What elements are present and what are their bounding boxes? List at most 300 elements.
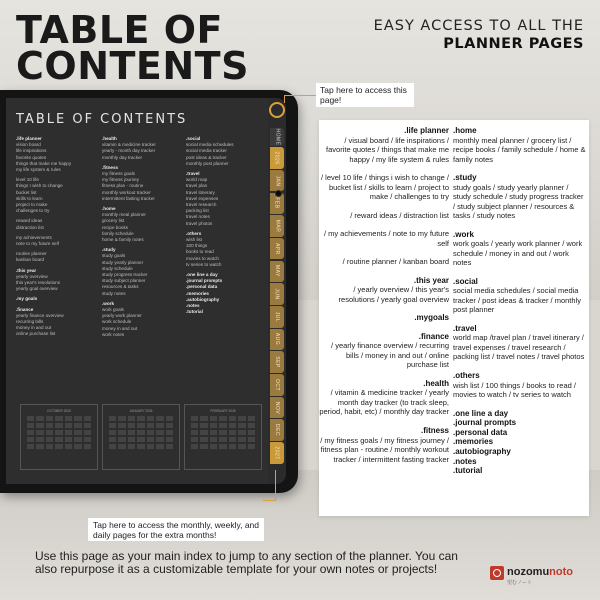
calendar-day-cell[interactable]	[27, 444, 34, 449]
calendar-day-cell[interactable]	[156, 437, 163, 442]
screen-section-heading[interactable]: .life planner	[16, 136, 42, 141]
tab-may[interactable]	[270, 261, 284, 283]
panel-section-items: / routine planner / kanban board	[342, 257, 449, 267]
tab-2027[interactable]	[270, 442, 284, 464]
screen-link-item[interactable]: recipe books	[102, 224, 129, 230]
calendar-day-cell[interactable]	[36, 444, 43, 449]
calendar-day-cell[interactable]	[128, 444, 135, 449]
screen-section-heading[interactable]: .journal prompts	[186, 278, 223, 284]
calendar-day-cell[interactable]	[137, 430, 144, 435]
tab-dec[interactable]	[270, 419, 284, 441]
screen-link-item[interactable]: wish list	[186, 237, 203, 243]
tab-label: 2027	[274, 446, 280, 460]
calendar-day-cell[interactable]	[248, 423, 255, 428]
tablet-device	[0, 90, 298, 493]
mini-calendar-3[interactable]	[184, 404, 262, 470]
calendar-day-cell[interactable]	[147, 416, 154, 421]
calendar-day-cell[interactable]	[84, 416, 91, 421]
calendar-day-cell[interactable]	[210, 416, 217, 421]
screen-link-item[interactable]: post ideas & tracker	[186, 154, 227, 160]
screen-link-item[interactable]: bucket list	[16, 189, 37, 195]
panel-section-heading: .this year	[413, 275, 449, 285]
panel-section-heading: .others	[453, 370, 480, 380]
calendar-day-cell[interactable]	[137, 416, 144, 421]
spacer	[319, 248, 449, 257]
screen-link-item[interactable]: yearly goal overview	[16, 286, 58, 292]
calendar-day-cell[interactable]	[156, 416, 163, 421]
calendar-day-cell[interactable]	[229, 430, 236, 435]
tagline-line-2: PLANNER PAGES	[443, 36, 584, 52]
panel-section-heading: .health	[423, 378, 449, 388]
calendar-day-cell[interactable]	[238, 430, 245, 435]
screen-link-item[interactable]: work schedule	[102, 319, 132, 325]
screen-link-item[interactable]: fitness plan - routine	[102, 183, 144, 189]
screen-link-item[interactable]: monthly day tracker	[102, 154, 143, 160]
screen-link-item[interactable]: skills to learn	[16, 195, 43, 201]
calendar-day-cell[interactable]	[109, 416, 116, 421]
screen-link-item[interactable]: travel photos	[186, 220, 213, 226]
screen-link-item[interactable]: study progress tracker	[102, 272, 148, 278]
calendar-day-cell[interactable]	[84, 444, 91, 449]
highlight-circle	[269, 102, 285, 118]
calendar-day-cell[interactable]	[84, 430, 91, 435]
calendar-day-cell[interactable]	[65, 423, 72, 428]
tab-oct[interactable]	[270, 374, 284, 396]
screen-link-item[interactable]: world map	[186, 177, 208, 183]
calendar-day-cell[interactable]	[166, 423, 173, 428]
screen-section-heading[interactable]: .tutorial	[186, 309, 203, 315]
calendar-day-cell[interactable]	[229, 444, 236, 449]
tablet-screen	[6, 98, 286, 484]
calendar-day-cell[interactable]	[84, 437, 91, 442]
calendar-day-cell[interactable]	[128, 437, 135, 442]
screen-link-item[interactable]: home & family notes	[102, 237, 144, 243]
screen-section-heading[interactable]: .fitness	[102, 164, 119, 170]
calendar-day-cell[interactable]	[55, 430, 62, 435]
tab-jun[interactable]	[270, 283, 284, 305]
panel-section-items: wish list / 100 things / books to read / movies to watch / tv series to watch	[453, 380, 576, 400]
tab-label: SEP	[273, 356, 280, 368]
panel-section-items: / my achievements / note to my future self	[323, 229, 449, 248]
page-title	[16, 8, 249, 88]
screen-link-item[interactable]: kanban board	[16, 257, 45, 263]
calendar-day-cell[interactable]	[137, 444, 144, 449]
calendar-day-cell[interactable]	[191, 444, 198, 449]
spacer	[453, 400, 587, 409]
calendar-day-cell[interactable]	[248, 416, 255, 421]
calendar-day-cell[interactable]	[128, 416, 135, 421]
calendar-day-cell[interactable]	[238, 416, 245, 421]
calendar-day-cell[interactable]	[156, 444, 163, 449]
calendar-day-cell[interactable]	[27, 416, 34, 421]
calendar-day-cell[interactable]	[210, 423, 217, 428]
screen-link-item[interactable]: challenges to try	[16, 208, 50, 214]
calendar-day-cell[interactable]	[46, 437, 53, 442]
spacer	[319, 417, 449, 426]
calendar-day-cell[interactable]	[156, 430, 163, 435]
calendar-day-cell[interactable]	[229, 423, 236, 428]
screen-link-item[interactable]: monthly workout tracker	[102, 189, 151, 195]
mini-calendar-2[interactable]	[102, 404, 180, 470]
panel-section-heading: .personal data	[453, 427, 508, 437]
screen-link-item[interactable]: social media schedules	[186, 142, 234, 148]
title-line-1: TABLE OF	[16, 8, 224, 52]
callout-line-bottom	[263, 500, 275, 501]
spacer	[453, 362, 587, 371]
panel-section-heading: .social	[453, 276, 478, 286]
panel-section-heading: .life planner	[404, 126, 449, 135]
panel-section-items: / level 10 life / things i wish to change / bucket list / skills to learn / project to make / challenges to try	[321, 173, 449, 202]
calendar-day-cell[interactable]	[219, 430, 226, 435]
tab-label: DEC	[274, 424, 280, 437]
tab-mar[interactable]	[270, 215, 284, 237]
screen-section-heading[interactable]: .work	[102, 300, 114, 306]
panel-section-heading: .work	[453, 229, 474, 239]
screen-link-item[interactable]: money in and out	[16, 325, 52, 331]
tab-label: HOME	[274, 128, 280, 146]
calendar-day-cell[interactable]	[65, 444, 72, 449]
tagline-line-1: EASY ACCESS TO ALL THE	[373, 18, 584, 34]
calendar-day-cell[interactable]	[65, 430, 72, 435]
tab-2026[interactable]	[270, 147, 284, 169]
tab-apr[interactable]	[270, 238, 284, 260]
calendar-day-cell[interactable]	[248, 444, 255, 449]
screen-section-heading[interactable]: .memories	[186, 290, 209, 296]
calendar-day-cell[interactable]	[147, 437, 154, 442]
calendar-day-cell[interactable]	[147, 430, 154, 435]
planner-page	[6, 98, 268, 484]
calendar-day-cell[interactable]	[147, 423, 154, 428]
screen-section-heading[interactable]: .notes	[186, 303, 200, 309]
calendar-day-cell[interactable]	[74, 444, 81, 449]
panel-section-heading: .home	[453, 126, 477, 135]
calendar-day-cell[interactable]	[166, 416, 173, 421]
tab-label: MAR	[274, 219, 280, 233]
screen-link-item[interactable]: travel itinerary	[186, 189, 215, 195]
calendar-day-cell[interactable]	[248, 430, 255, 435]
calendar-day-cell[interactable]	[238, 444, 245, 449]
callout-line-bottom-v	[275, 470, 276, 501]
screen-link-item[interactable]: vitamin & medicine tracker	[102, 142, 156, 148]
screen-section-heading[interactable]: .one line a day	[186, 272, 218, 278]
calendar-day-cell[interactable]	[219, 437, 226, 442]
panel-right-column	[453, 126, 587, 476]
screen-title: TABLE OF CONTENTS	[16, 112, 188, 127]
brand-name	[507, 566, 573, 578]
screen-link-item[interactable]: travel notes	[186, 214, 210, 220]
panel-section-items: / reward ideas / distraction list	[350, 210, 449, 220]
calendar-day-cell[interactable]	[36, 423, 43, 428]
tab-label: OCT	[274, 378, 280, 391]
screen-link-item[interactable]: movies to watch	[186, 255, 219, 261]
tab-sep[interactable]	[270, 351, 284, 373]
screen-link-item[interactable]: things I wish to change	[16, 183, 63, 189]
calendar-day-cell[interactable]	[36, 416, 43, 421]
calendar-day-cell[interactable]	[147, 444, 154, 449]
calendar-day-cell[interactable]	[219, 423, 226, 428]
panel-section-heading: .mygoals	[414, 313, 449, 323]
calendar-day-cell[interactable]	[248, 437, 255, 442]
screen-link-item[interactable]: distraction list	[16, 224, 44, 230]
screen-link-item[interactable]: my fitness goals	[102, 171, 135, 177]
side-tabs	[270, 128, 284, 465]
screen-section-heading[interactable]: .study	[102, 247, 116, 253]
screen-section-heading[interactable]: .finance	[16, 306, 34, 312]
mini-calendar-1[interactable]	[20, 404, 98, 470]
screen-section-heading[interactable]: .home	[102, 206, 116, 212]
spacer	[319, 164, 449, 173]
calendar-day-cell[interactable]	[229, 416, 236, 421]
tab-aug[interactable]	[270, 329, 284, 351]
tab-label: NOV	[274, 401, 280, 414]
calendar-day-cell[interactable]	[238, 423, 245, 428]
calendar-day-cell[interactable]	[219, 444, 226, 449]
panel-section-items: / visual board / life inspirations / favorite quotes / things that make me happy / my life system & rules	[326, 135, 449, 164]
callout-line-top	[284, 95, 316, 96]
calendar-day-cell[interactable]	[128, 423, 135, 428]
calendar-day-cell[interactable]	[74, 416, 81, 421]
calendar-day-cell[interactable]	[210, 437, 217, 442]
screen-link-item[interactable]: life inspirations	[16, 148, 47, 154]
calendar-day-cell[interactable]	[84, 423, 91, 428]
panel-section-heading: .study	[453, 173, 477, 183]
screen-section-heading[interactable]: .others	[186, 230, 202, 236]
screen-link-item[interactable]: favorite quotes	[16, 154, 47, 160]
spacer	[453, 268, 587, 277]
calendar-day-cell[interactable]	[65, 437, 72, 442]
calendar-day-cell[interactable]	[27, 437, 34, 442]
calendar-day-cell[interactable]	[166, 437, 173, 442]
screen-link-item[interactable]: grocery list	[102, 218, 125, 224]
calendar-day-cell[interactable]	[166, 444, 173, 449]
calendar-day-cell[interactable]	[137, 423, 144, 428]
screen-link-item[interactable]: recurring bills	[16, 319, 44, 325]
tab-jan[interactable]	[270, 170, 284, 192]
screen-section-heading[interactable]: .personal data	[186, 284, 218, 290]
calendar-day-cell[interactable]	[36, 430, 43, 435]
brand-name-b: noto	[549, 566, 573, 578]
screen-link-item[interactable]: books to read	[186, 249, 214, 255]
panel-section-heading: .fitness	[420, 425, 449, 435]
callout-line-top-v	[284, 95, 285, 103]
calendar-day-cell[interactable]	[46, 416, 53, 421]
tab-nov[interactable]	[270, 397, 284, 419]
screen-link-item[interactable]: 100 things	[186, 243, 208, 249]
tab-home[interactable]	[270, 128, 284, 146]
screen-link-item[interactable]: online purchase list	[16, 331, 56, 337]
tab-jul[interactable]	[270, 306, 284, 328]
screen-link-item[interactable]: level 10 life	[16, 177, 39, 183]
calendar-day-cell[interactable]	[74, 437, 81, 442]
tab-label: JUN	[273, 288, 280, 300]
panel-section-heading: .notes	[453, 456, 477, 466]
callout-top: Tap here to access this page!	[316, 83, 414, 107]
screen-link-item[interactable]: yearly overview	[16, 273, 48, 279]
panel-section-items: work goals / yearly work planner / work schedule / money in and out / work notes	[453, 239, 583, 268]
screen-link-item[interactable]: family schedule	[102, 230, 134, 236]
screen-section-heading[interactable]: .my goals	[16, 296, 38, 302]
calendar-day-cell[interactable]	[27, 430, 34, 435]
screen-link-item[interactable]: travel plan	[186, 183, 208, 189]
calendar-day-cell[interactable]	[55, 444, 62, 449]
screen-section-heading[interactable]: .health	[102, 136, 117, 141]
calendar-day-cell[interactable]	[118, 430, 125, 435]
calendar-day-cell[interactable]	[238, 437, 245, 442]
calendar-day-cell[interactable]	[118, 416, 125, 421]
calendar-day-cell[interactable]	[46, 430, 53, 435]
panel-left-column	[319, 126, 449, 464]
screen-link-item[interactable]: study subject planner	[102, 278, 146, 284]
mini-calendar-title: FEBRUARY 2026	[210, 409, 236, 413]
logo-icon	[490, 566, 504, 580]
callout-bottom: Tap here to access the monthly, weekly, and daily pages for the extra months!	[88, 518, 264, 541]
calendar-day-cell[interactable]	[118, 437, 125, 442]
calendar-day-cell[interactable]	[191, 416, 198, 421]
spacer	[319, 202, 449, 211]
spacer	[319, 267, 449, 276]
calendar-day-cell[interactable]	[109, 437, 116, 442]
tagline	[374, 18, 584, 52]
screen-link-item[interactable]: monthly post planner	[186, 160, 229, 166]
screen-link-item[interactable]: routine planner	[16, 251, 47, 257]
calendar-day-cell[interactable]	[200, 423, 207, 428]
screen-link-item[interactable]: study notes	[102, 290, 126, 296]
brand-logo	[490, 563, 580, 589]
screen-link-item[interactable]: study schedule	[102, 265, 133, 271]
spacer	[453, 164, 587, 173]
screen-link-item[interactable]: yearly - month day tracker	[102, 148, 156, 154]
calendar-day-cell[interactable]	[74, 430, 81, 435]
screen-link-item[interactable]: reward ideas	[16, 218, 43, 224]
calendar-day-cell[interactable]	[229, 437, 236, 442]
panel-section-items: / yearly finance overview / recurring bills / money in and out / online purchase list	[331, 341, 449, 370]
screen-section-heading[interactable]: .travel	[186, 171, 200, 177]
screen-link-item[interactable]: resources & tasks	[102, 284, 139, 290]
spacer	[319, 220, 449, 229]
panel-section-items: world map /travel plan / travel itinerary / travel expenses / travel research / packing list / travel notes / travel photos	[453, 333, 585, 362]
panel-section-heading: .one line a day	[453, 408, 509, 418]
tab-label: AUG	[274, 333, 280, 346]
calendar-day-cell[interactable]	[191, 430, 198, 435]
panel-section-items: social media schedules / social media tracker / post ideas & tracker / monthly post planner	[453, 286, 581, 315]
screen-link-item[interactable]: yearly finance overview	[16, 312, 64, 318]
spacer	[453, 221, 587, 230]
screen-link-item[interactable]: note to my future self	[16, 241, 59, 247]
calendar-day-cell[interactable]	[65, 416, 72, 421]
screen-link-item[interactable]: study yearly planner	[102, 259, 144, 265]
screen-link-item[interactable]: tv series to watch	[186, 261, 222, 267]
screen-column-3	[186, 136, 272, 315]
panel-section-items: monthly meal planner / grocery list / recipe books / family schedule / home & family notes	[453, 135, 586, 164]
calendar-day-cell[interactable]	[200, 430, 207, 435]
calendar-day-cell[interactable]	[210, 430, 217, 435]
panel-section-heading: .travel	[453, 323, 477, 333]
screen-link-item[interactable]: work notes	[102, 331, 125, 337]
mini-calendar-title: OCTOBER 2025	[47, 409, 71, 413]
tab-label: APR	[274, 242, 280, 255]
panel-section-heading: .finance	[418, 331, 449, 341]
calendar-day-cell[interactable]	[55, 416, 62, 421]
panel-section-items: / my fitness goals / my fitness journey / fitness plan - routine / monthly workout tracker / intermittent fasting tracker	[320, 435, 449, 464]
panel-section-items: / vitamin & medicine tracker / yearly month day tracker (to track sleep, period, habit, etc) / monthly day tracker	[319, 388, 449, 417]
calendar-day-cell[interactable]	[210, 444, 217, 449]
screen-link-item[interactable]: study goals	[102, 253, 126, 259]
calendar-day-cell[interactable]	[219, 416, 226, 421]
calendar-day-cell[interactable]	[46, 423, 53, 428]
brand-name-a: nozomu	[507, 566, 550, 578]
screen-link-item[interactable]: travel expenses	[186, 195, 219, 201]
screen-section-heading[interactable]: .social	[186, 136, 201, 141]
calendar-day-cell[interactable]	[55, 437, 62, 442]
tab-label: MAY	[274, 265, 280, 278]
screen-link-item[interactable]: social media tracker	[186, 148, 227, 154]
screen-link-item[interactable]: travel research	[186, 202, 217, 208]
calendar-day-cell[interactable]	[46, 444, 53, 449]
screen-section-heading[interactable]: .autobiography	[186, 296, 220, 302]
calendar-day-cell[interactable]	[200, 444, 207, 449]
screen-link-item[interactable]: monthly meal planner	[102, 212, 146, 218]
calendar-day-cell[interactable]	[137, 437, 144, 442]
calendar-day-cell[interactable]	[191, 437, 198, 442]
calendar-day-cell[interactable]	[200, 416, 207, 421]
screen-link-item[interactable]: things that make me happy	[16, 160, 72, 166]
calendar-day-cell[interactable]	[200, 437, 207, 442]
calendar-day-cell[interactable]	[109, 444, 116, 449]
panel-section-items: study goals / study yearly planner / study schedule / study progress tracker / study subject planner / resources & tasks / study notes	[453, 182, 584, 221]
contents-panel	[319, 120, 589, 516]
calendar-day-cell[interactable]	[118, 444, 125, 449]
calendar-day-cell[interactable]	[156, 423, 163, 428]
screen-link-item[interactable]: project to make	[16, 202, 48, 208]
calendar-day-cell[interactable]	[109, 423, 116, 428]
screen-link-item[interactable]: intermittent fasting tracker	[102, 195, 155, 201]
mini-calendar-grid	[185, 413, 261, 452]
panel-section-heading: .autobiography	[453, 446, 511, 456]
screen-link-item[interactable]: packing list	[186, 208, 209, 214]
footer-text: Use this page as your main index to jump to any section of the planner. You can also repurpose it as a customizable template for your own notes or projects!	[35, 549, 458, 576]
panel-section-heading: .journal prompts	[453, 418, 517, 428]
screen-link-item[interactable]: yearly work planner	[102, 313, 142, 319]
mini-calendar-title: JANUARY 2026	[129, 409, 153, 413]
screen-link-item[interactable]: money in and out	[102, 325, 138, 331]
screen-link-item[interactable]: my life system & rules	[16, 167, 61, 173]
spacer	[319, 370, 449, 379]
spacer	[453, 315, 587, 324]
calendar-day-cell[interactable]	[191, 423, 198, 428]
calendar-day-cell[interactable]	[55, 423, 62, 428]
camera-icon	[275, 190, 282, 197]
screen-link-item[interactable]: vision board	[16, 142, 41, 148]
panel-section-items: / yearly overview / this year's resolutions / yearly goal overview	[338, 285, 449, 304]
spacer	[319, 323, 449, 332]
calendar-day-cell[interactable]	[109, 430, 116, 435]
screen-link-item[interactable]: this year's resolutions	[16, 280, 61, 286]
calendar-day-cell[interactable]	[118, 423, 125, 428]
calendar-day-cell[interactable]	[27, 423, 34, 428]
screen-link-item[interactable]: work goals	[102, 307, 124, 313]
calendar-day-cell[interactable]	[74, 423, 81, 428]
calendar-day-cell[interactable]	[36, 437, 43, 442]
screen-link-item[interactable]: my fitness journey	[102, 177, 140, 183]
screen-link-item[interactable]: my achievements	[16, 234, 52, 240]
screen-column-2	[102, 136, 188, 338]
screen-column-1	[16, 136, 102, 338]
calendar-day-cell[interactable]	[166, 430, 173, 435]
calendar-day-cell[interactable]	[128, 430, 135, 435]
mini-calendar-grid	[103, 413, 179, 452]
tab-label: FEB	[273, 197, 280, 209]
screen-section-heading[interactable]: .this year	[16, 267, 37, 273]
